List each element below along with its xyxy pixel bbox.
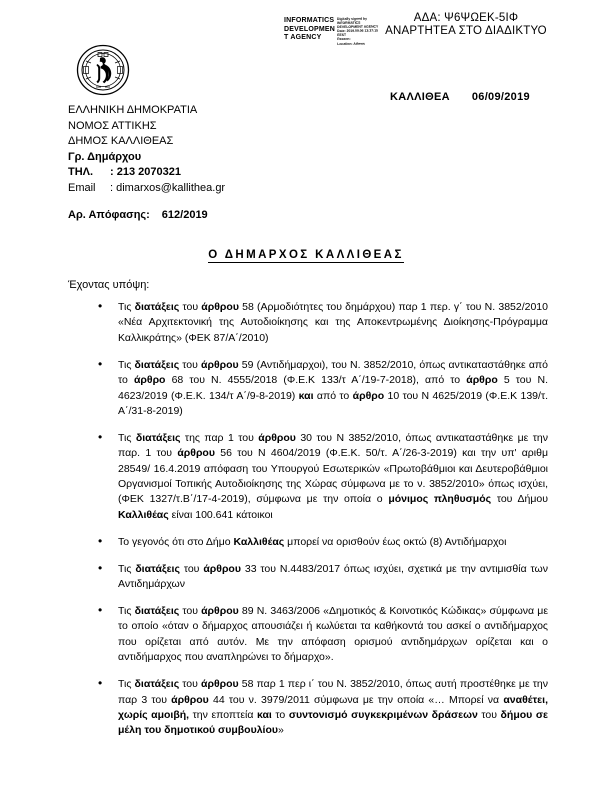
document-title (0, 249, 612, 261)
issuer-email (68, 181, 225, 197)
decision-number-value: 612/2019 (161, 209, 208, 221)
preamble-text: Έχοντας υπόψη: (68, 279, 150, 291)
issuer-office: Γρ. Δημάρχου (68, 150, 142, 163)
clause-article-89-municipal-code: • Τις διατάξεις του άρθρου 89 Ν. 3463/2006 «Δημοτικός & Κοινοτικός Κώδικας» σύμφωνα με το οποίο «όταν ο δήμαρχος απουσιάζει ή κωλύεται τα καθήκοντά του ασκεί ο αντιδήμαρχος που ορίζεται από αυτόν. Με την απόφαση ορισμού αντιδημάρχων ορίζεται και ο αντιδήμαρχος που αναπληρώνει το δήμαρχο». (68, 604, 548, 666)
signature-line-4: Date: 2019.09.06 13:37:15 (337, 28, 379, 34)
clause-eight-deputy-mayors: • Το γεγονός ότι στο Δήμο Καλλιθέας μπορεί να ορισθούν έως οκτώ (8) Αντιδήμαρχοι (68, 535, 548, 550)
publication-notice: ΑΝΑΡΤΗΤΕΑ ΣΤΟ ΔΙΑΔΙΚΤΥΟ (385, 25, 547, 37)
signature-line-7: Location: Athens (337, 41, 365, 46)
signature-line-1: Digitally signed by (337, 16, 368, 21)
municipal-seal-icon (76, 44, 130, 96)
signature-line-2: INFORMATICS (337, 20, 361, 26)
clause-article-58-par1: • Τις διατάξεις του άρθρου 58 (Αρμοδιότητες του δημάρχου) παρ 1 περ. γ΄ του Ν. 3852/2010 «Νέα Αρχιτεκτονική της Αυτοδιοίκησης και της Αποκεντρωμένης Διοίκησης-Πρόγραμμα Καλλικράτης» (ΦΕΚ 87/Α΄/2010) (68, 300, 548, 346)
issue-city: ΚΑΛΛΙΘΕΑ (390, 91, 450, 103)
issuer-phone-value: : 213 2070321 (110, 166, 181, 179)
issuer-prefecture: ΝΟΜΟΣ ΑΤΤΙΚΗΣ (68, 119, 157, 132)
ida-line-2: DEVELOPMEN (284, 25, 336, 33)
signature-line-5: EEST (337, 33, 347, 38)
decision-number-label: Αρ. Απόφασης: (68, 209, 150, 221)
issuer-phone (68, 165, 225, 181)
clause-article-33-remuneration: • Τις διατάξεις του άρθρου 33 του Ν.4483/2017 όπως ισχύει, σχετικά με την αντιμισθία των Αντιδημάρχων (68, 562, 548, 593)
issuer-address-block (68, 103, 225, 197)
clause-article-59-antidimarxoi: • Τις διατάξεις του άρθρου 59 (Αντιδήμαρχοι), του Ν. 3852/2010, όπως αντικαταστάθηκε από το άρθρο 68 του Ν. 4555/2018 (Φ.Ε.Κ 133/τ Α΄/19-7-2018), από το άρθρο 5 του Ν. 4623/2019 (Φ.Ε.Κ. 134/τ Α΄/9-8-2019) και από το άρθρο 10 του Ν 4625/2019 (Φ.Ε.Κ 139/τ. Α΄/31-8-2019) (68, 358, 548, 420)
ada-code: ΑΔΑ: Ψ6ΨΩΕΚ-5ΙΦ (413, 12, 519, 24)
issuer-municipality: ΔΗΜΟΣ ΚΑΛΛΙΘΕΑΣ (68, 135, 174, 148)
legal-clause-list (68, 300, 548, 750)
clause-article-30-population: • Τις διατάξεις της παρ 1 του άρθρου 30 του Ν 3852/2010, όπως αντικαταστάθηκε με την παρ. 1 του άρθρου 56 του Ν 4604/2019 (Φ.Ε.Κ. 50/τ. Α΄/26-3-2019) και την υπ' αριθμ 28549/ 16.4.2019 απόφαση του Υπουργού Εσωτερικών «Πρωτοβάθμιοι και Δευτεροβάθμιοι Οργανισμοί Τοπικής Αυτοδιοίκησης της Χώρας σύμφωνα με το ν. 3852/2010» όπως ισχύει, (ΦΕΚ 1327/τ.Β΄/17-4-2019), σύμφωνα με την οποία ο μόνιμος πληθυσμός του Δήμου Καλλιθέας είναι 100.641 κάτοικοι (68, 431, 548, 523)
digital-signature-details (337, 16, 403, 45)
place-and-date (390, 91, 530, 103)
issuer-phone-label: ΤΗΛ. (68, 166, 94, 179)
issue-date: 06/09/2019 (471, 91, 530, 103)
issuer-email-label: Email (68, 181, 96, 194)
signature-line-3: DEVELOPMENT AGENCY (337, 24, 379, 30)
issuer-email-value: : dimarxos@kallithea.gr (110, 181, 226, 194)
ida-line-3: T AGENCY (284, 34, 322, 42)
document-title-text: Ο ΔΗΜΑΡΧΟΣ ΚΑΛΛΙΘΕΑΣ (208, 249, 404, 261)
issuer-country: ΕΛΛΗΝΙΚΗ ΔΗΜΟΚΡΑΤΙΑ (68, 104, 198, 116)
informatics-development-agency-label (284, 17, 336, 43)
decision-number-row (68, 209, 208, 221)
clause-article-58-par1-i: • Τις διατάξεις του άρθρου 58 παρ 1 περ ι΄ του Ν. 3852/2010, όπως αυτή προστέθηκε με την παρ 3 του άρθρου 44 του ν. 3979/2011 σύμφωνα με την οποία «… Μπορεί να αναθέτει, χωρίς αμοιβή, την εποπτεία και το συντονισμό συγκεκριμένων δράσεων του δήμου σε μέλη του δημοτικού συμβουλίου» (68, 677, 548, 739)
ida-line-1: INFORMATICS (284, 17, 335, 24)
signature-line-6: Reason: (337, 37, 351, 42)
